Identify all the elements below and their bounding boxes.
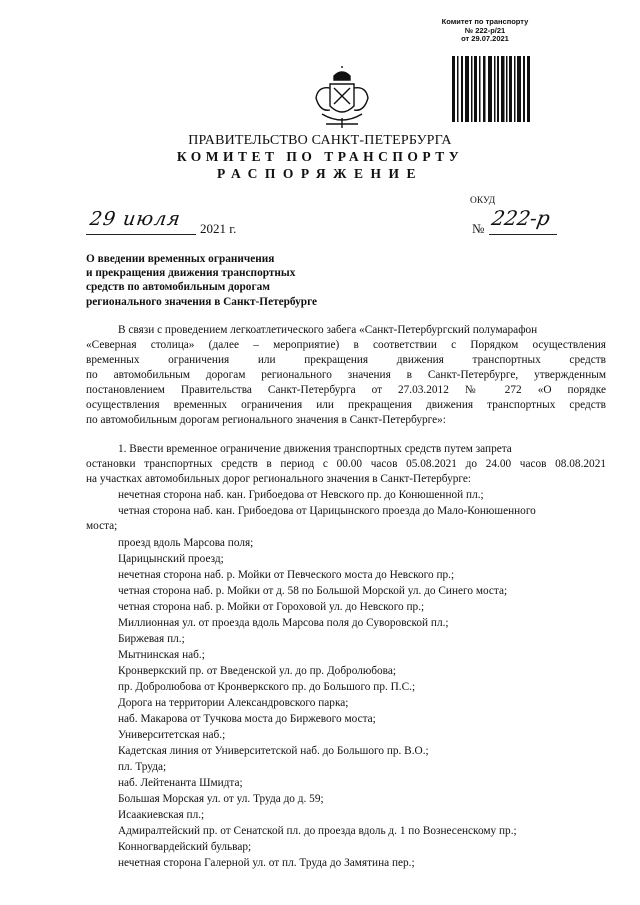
street-item: Дорога на территории Александровского парка;: [118, 697, 349, 709]
preamble-line: по автомобильным дорогам регионального значения в Санкт-Петербурге»:: [86, 414, 446, 426]
point1-line: 1. Ввести временное ограничение движения транспортных средств путем запрета: [118, 443, 512, 455]
subject-line: средств по автомобильным дорогам: [86, 281, 270, 294]
street-item: Миллионная ул. от проезда вдоль Марсова поля до Суворовской пл.;: [118, 617, 449, 629]
street-item: нечетная сторона наб. р. Мойки от Певческого моста до Невского пр.;: [118, 569, 455, 581]
street-item: Университетская наб.;: [118, 729, 226, 741]
stamp-line-2: № 222-р/21: [464, 25, 506, 35]
point1-line: на участках автомобильных дорог регионального значения в Санкт-Петербурге:: [86, 473, 472, 485]
government-title: ПРАВИТЕЛЬСТВО САНКТ-ПЕТЕРБУРГА: [188, 133, 452, 148]
number-label: №: [472, 221, 485, 236]
date-year: 2021 г.: [200, 221, 237, 236]
preamble-line: В связи с проведением легкоатлетического забега «Санкт-Петербургский полумарафон: [118, 324, 538, 336]
preamble-line: по автомобильным дорогам регионального значения в Санкт-Петербурге, утвержденным: [86, 369, 606, 381]
handwritten-date: 29 июля: [88, 208, 183, 230]
point1-line: остановки транспортных средств в период с 00.00 часов 05.08.2021 до 24.00 часов 08.08.2021: [86, 458, 606, 470]
document-subject: [86, 252, 426, 309]
preamble-line: осуществления временных ограничения или прекращения движения транспортных средств: [86, 399, 606, 411]
street-item: четная сторона наб. р. Мойки от д. 58 по Большой Морской ул. до Синего моста;: [118, 585, 508, 597]
document-type: РАСПОРЯЖЕНИЕ: [216, 166, 424, 181]
street-item: Биржевая пл.;: [118, 633, 185, 645]
stamp-line-3: от 29.07.2021: [461, 34, 509, 43]
street-item: нечетная сторона Галерной ул. от пл. Труда до Замятина пер.;: [118, 857, 415, 869]
street-item: Большая Морская ул. от ул. Труда до д. 59;: [118, 793, 324, 805]
street-item: пр. Добролюбова от Кронверкского пр. до Большого пр. П.С.;: [118, 681, 416, 693]
subject-line: регионального значения в Санкт-Петербурге: [86, 295, 318, 308]
subject-line: и прекращения движения транспортных: [86, 267, 296, 280]
street-item: наб. Лейтенанта Шмидта;: [118, 777, 243, 789]
committee-title: КОМИТЕТ ПО ТРАНСПОРТУ: [176, 149, 464, 164]
street-item: Кадетская линия от Университетской наб. до Большого пр. В.О.;: [118, 745, 429, 757]
preamble-line: временных ограничения или прекращения движения транспортных средств: [86, 354, 606, 366]
stamp-line-1: Комитет по транспорту: [441, 17, 529, 26]
street-item: четная сторона наб. р. Мойки от Гороховой ул. до Невского пр.;: [118, 601, 425, 613]
street-item: Кронверкский пр. от Введенской ул. до пр. Добролюбова;: [118, 665, 397, 677]
preamble-line: «Северная столица» (далее – мероприятие) в соответствии с Порядком осуществления: [86, 339, 606, 351]
street-item: наб. Макарова от Тучкова моста до Биржевого моста;: [118, 713, 376, 725]
street-item: Исаакиевская пл.;: [118, 809, 205, 821]
street-item: Адмиралтейский пр. от Сенатской пл. до проезда вдоль д. 1 по Вознесенскому пр.;: [118, 825, 517, 837]
street-item: Царицынский проезд;: [118, 553, 224, 565]
street-item: пл. Труда;: [118, 761, 167, 773]
street-item: проезд вдоль Марсова поля;: [118, 537, 254, 549]
preamble-line: постановлением Правительства Санкт-Петербурга от 27.03.2012 № 272 «О порядке: [86, 384, 606, 396]
street-item: Конногвардейский бульвар;: [118, 841, 252, 853]
coat-of-arms-icon: [312, 66, 372, 130]
barcode: [452, 56, 530, 122]
subject-line: О введении временных ограничения: [86, 253, 275, 265]
handwritten-number: 222-р: [489, 206, 552, 230]
street-item: Мытнинская наб.;: [118, 649, 205, 661]
street-item: моста;: [86, 520, 118, 532]
street-item: нечетная сторона наб. кан. Грибоедова от Невского пр. до Конюшенной пл.;: [118, 489, 484, 501]
okud-label: ОКУД: [470, 196, 496, 206]
street-item: четная сторона наб. кан. Грибоедова от Царицынского проезда до Мало-Конюшенного: [118, 505, 536, 517]
registration-stamp: [430, 18, 540, 44]
